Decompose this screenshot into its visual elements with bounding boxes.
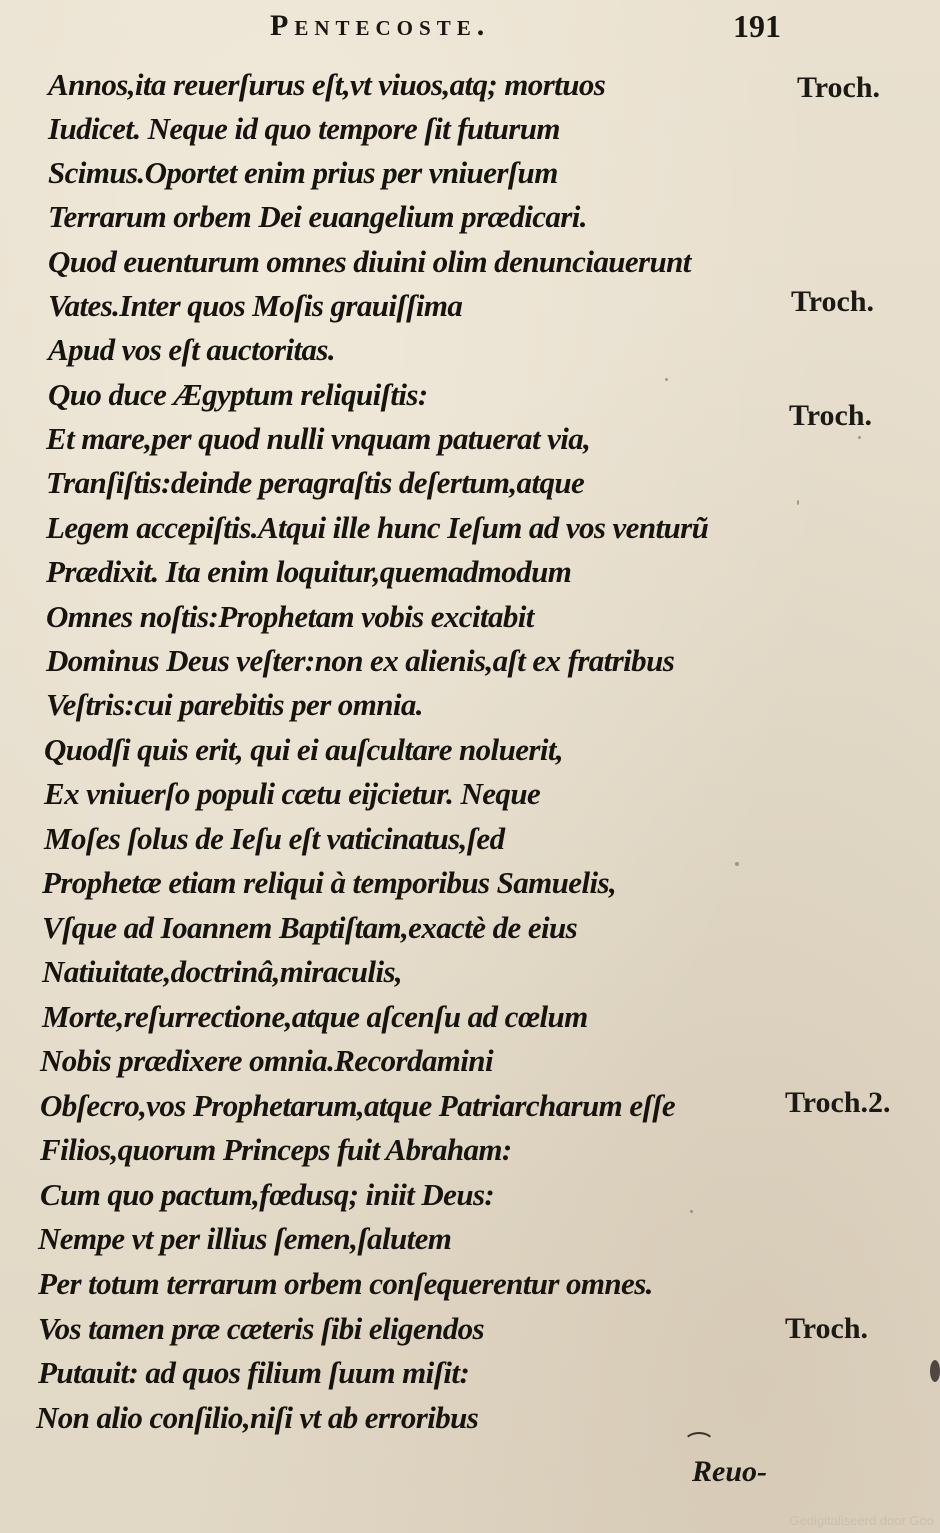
text-line: Non alio conſilio,niſi vt ab erroribus [36,1400,479,1435]
text-line: Veſtris:cui parebitis per omnia. [46,687,423,722]
text-line: Annos,ita reuerſurus eſt,vt viuos,atq; mortuos [48,67,606,102]
margin-note-troch: Troch.2. [785,1086,891,1119]
text-line: Quodſi quis erit, qui ei auſcultare noluerit, [44,732,564,767]
text-line: Apud vos eſt auctoritas. [48,332,336,367]
digitization-watermark: Gedigitaliseerd door Goo [789,1513,934,1528]
paper-speck [858,436,861,439]
text-line: Quo duce Ægyptum reliquiſtis: [48,377,428,412]
text-line: Iudicet. Neque id quo tempore ſit futurum [48,111,560,146]
paper-speck [930,1360,940,1382]
page-number: 191 [733,8,781,44]
text-line: Filios,quorum Princeps fuit Abraham: [40,1132,512,1167]
text-line: Putauit: ad quos filium ſuum miſit: [38,1355,470,1390]
text-line: Prophetæ etiam reliqui à temporibus Samuelis, [42,865,617,900]
text-line: Vſque ad Ioannem Baptiſtam,exactè de eius [42,910,578,945]
text-line: Dominus Deus veſter:non ex alienis,aſt ex fratribus [46,643,675,678]
paper-speck [797,500,799,505]
text-line: Nempe vt per illius ſemen,ſalutem [38,1221,452,1256]
text-line: Natiuitate,doctrinâ,miraculis, [42,954,403,989]
margin-note-troch: Troch. [785,1312,869,1345]
text-line: Nobis prædixere omnia.Recordamini [40,1043,493,1078]
text-line: Per totum terrarum orbem conſequerentur omnes. [38,1266,653,1301]
text-line: Terrarum orbem Dei euangelium prædicari. [48,199,587,234]
margin-note-troch: Troch. [789,399,873,432]
text-line: Omnes noſtis:Prophetam vobis excitabit [46,599,534,634]
text-line: Vos tamen præ cæteris ſibi eligendos [38,1311,484,1346]
text-line: Prædixit. Ita enim loquitur,quemadmodum [46,554,572,589]
text-line: Scimus.Oportet enim prius per vniuerſum [48,155,558,190]
margin-note-troch: Troch. [797,71,881,104]
paper-speck [735,862,739,866]
catchword: Reuo- [692,1455,767,1488]
text-line: Quod euenturum omnes diuini olim denunciauerunt [48,244,691,279]
text-line: Obſecro,vos Prophetarum,atque Patriarcharum eſſe [40,1088,676,1123]
running-head: Pentecoste. [270,9,491,42]
paper-speck [665,378,668,381]
text-line: Morte,reſurrectione,atque aſcenſu ad cœlum [42,999,588,1034]
text-line: Moſes ſolus de Ieſu eſt vaticinatus,ſed [44,821,505,856]
text-line: Vates.Inter quos Moſis grauiſſima [48,288,463,323]
paper-speck [690,1210,693,1213]
text-line: Cum quo pactum,fœdusq; iniit Deus: [40,1177,495,1212]
text-line: Et mare,per quod nulli vnquam patuerat via, [46,421,591,456]
margin-note-troch: Troch. [791,285,875,318]
text-line: Ex vniuerſo populi cætu eijcietur. Neque [44,776,541,811]
text-line: Tranſiſtis:deinde peragraſtis deſertum,atque [46,465,585,500]
text-line: Legem accepiſtis.Atqui ille hunc Ieſum ad vos venturũ [46,510,709,545]
